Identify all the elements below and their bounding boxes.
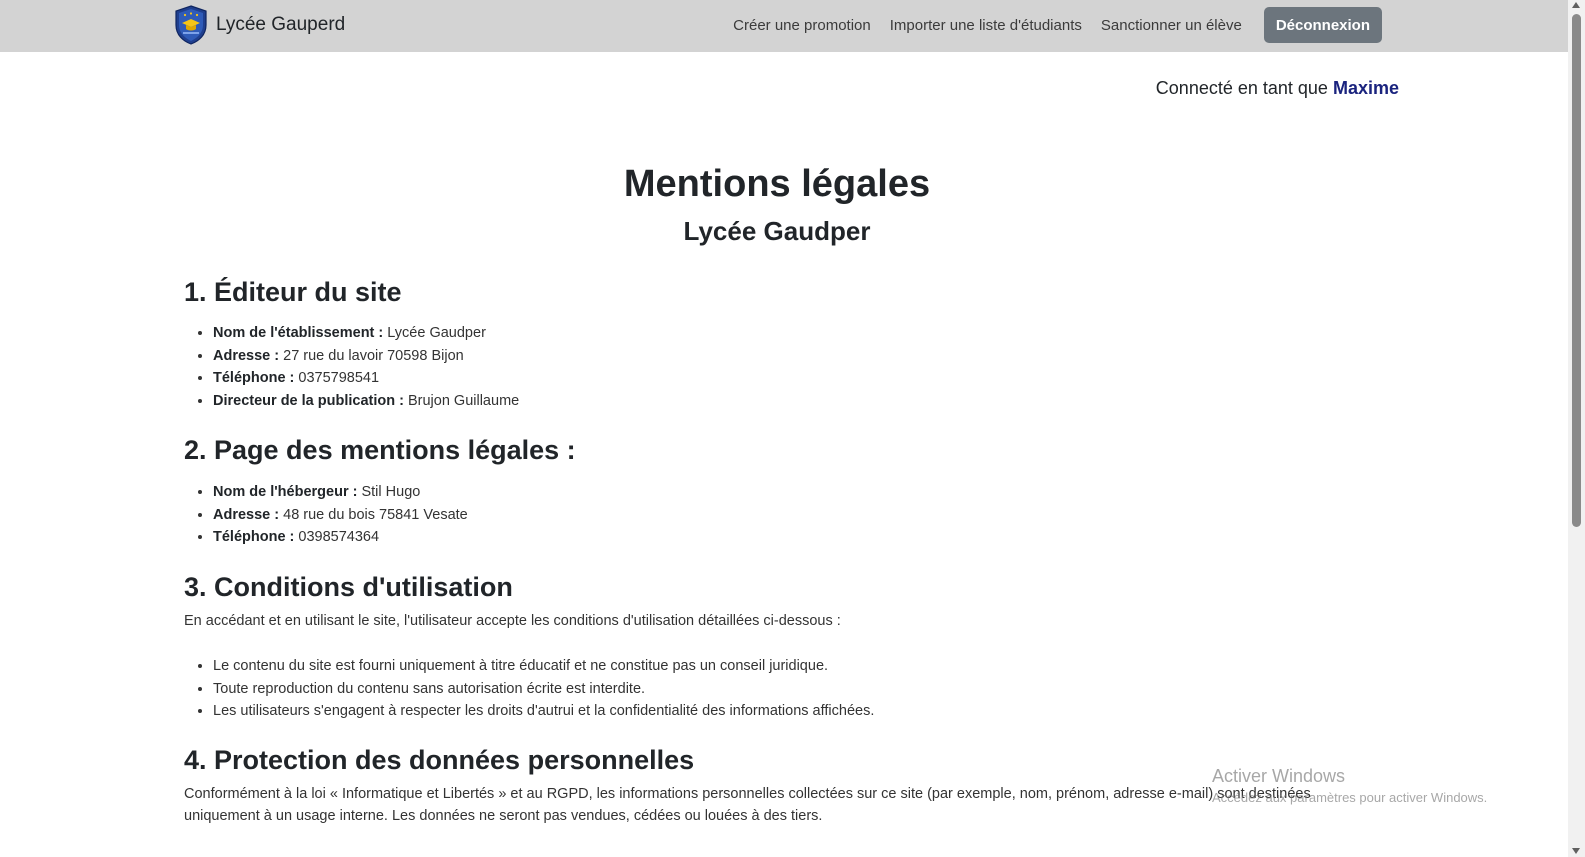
user-status-prefix: Connecté en tant que	[1155, 78, 1328, 98]
nav-links	[714, 7, 1382, 43]
page-title: Mentions légales	[623, 163, 931, 205]
section-title-editor: 1. Éditeur du site	[184, 277, 402, 307]
list-item: • Le contenu du site est fourni uniquement à titre éducatif et ne constitue pas un conseil juridique.	[213, 655, 874, 678]
brand-link[interactable]	[174, 5, 345, 45]
scroll-down-icon[interactable]	[1572, 848, 1580, 854]
terms-list	[213, 655, 874, 723]
host-list	[213, 481, 468, 549]
list-item: • Téléphone : 0375798541	[213, 367, 519, 390]
brand-name: Lycée Gauperd	[216, 14, 346, 35]
user-status	[1156, 78, 1399, 99]
nav-import-students[interactable]: Importer une liste d'étudiants	[889, 16, 1082, 34]
list-item: • Nom de l'hébergeur : Stil Hugo	[213, 481, 468, 504]
nav-create-promotion[interactable]: Créer une promotion	[733, 16, 871, 34]
list-item: • Nom de l'établissement : Lycée Gaudper	[213, 322, 519, 345]
logout-button[interactable]: Déconnexion	[1264, 7, 1382, 43]
section-title-terms: 3. Conditions d'utilisation	[184, 572, 513, 602]
list-item: • Les utilisateurs s'engagent à respecter les droits d'autrui et la confidentialité des informations affichées.	[213, 700, 874, 723]
list-item: • Directeur de la publication : Brujon Guillaume	[213, 390, 519, 413]
scroll-up-icon[interactable]	[1572, 2, 1580, 8]
list-item: • Adresse : 48 rue du bois 75841 Vesate	[213, 504, 468, 527]
top-navbar	[0, 0, 1568, 52]
username: Maxime	[1332, 78, 1399, 98]
nav-sanction-student[interactable]: Sanctionner un élève	[1100, 16, 1242, 34]
school-shield-icon	[174, 5, 208, 45]
list-item: • Téléphone : 0398574364	[213, 526, 468, 549]
page-scrollbar[interactable]	[1568, 0, 1585, 857]
list-item: • Toute reproduction du contenu sans autorisation écrite est interdite.	[213, 678, 874, 701]
data-protection-paragraph: Conformément à la loi « Informatique et Libertés » et au RGPD, les informations personnelles collectées sur ce site (par exemple, nom, prénom, adresse e-mail) sont destinées uniquement à un usage interne. Les données ne seront pas vendues, cédées ou louées à des tiers.	[184, 786, 1311, 824]
page-subtitle: Lycée Gaudper	[683, 216, 871, 246]
list-item: • Adresse : 27 rue du lavoir 70598 Bijon	[213, 345, 519, 368]
section-title-legal-page: 2. Page des mentions légales :	[184, 435, 576, 465]
watermark-subtitle: Accédez aux paramètres pour activer Windows.	[1212, 790, 1488, 805]
scrollbar-thumb[interactable]	[1572, 14, 1581, 527]
watermark-title: Activer Windows	[1212, 766, 1346, 786]
editor-list	[213, 322, 519, 412]
section-title-data-protection: 4. Protection des données personnelles	[184, 745, 695, 775]
terms-intro: En accédant et en utilisant le site, l'utilisateur accepte les conditions d'utilisation détaillées ci-dessous :	[184, 613, 841, 629]
